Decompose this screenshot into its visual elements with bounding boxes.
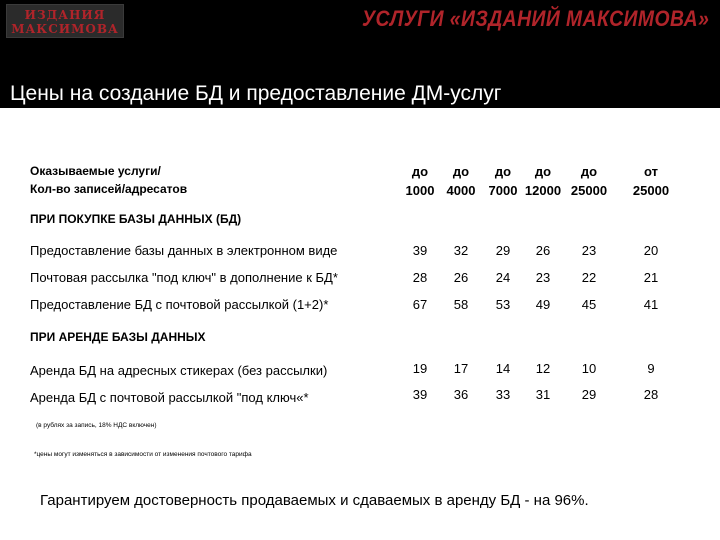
- range-value: 25000: [632, 183, 670, 198]
- price-cell: 17: [453, 361, 469, 376]
- price-cell: 19: [412, 361, 428, 376]
- price-cell: 36: [453, 387, 469, 402]
- range-value: 12000: [524, 183, 562, 198]
- range-value: 25000: [570, 183, 608, 198]
- section-title-rental: ПРИ АРЕНДЕ БАЗЫ ДАННЫХ: [30, 330, 206, 344]
- price-cell: 32: [453, 243, 469, 258]
- logo-line-1: ИЗДАНИЯ: [24, 8, 106, 22]
- page-title: Цены на создание БД и предоставление ДМ-услуг: [10, 82, 502, 105]
- publisher-logo: [6, 4, 124, 38]
- range-prefix: до: [411, 164, 429, 179]
- range-header: [554, 162, 624, 200]
- footnote-postal-tariff: *цены могут изменяться в зависимости от изменения почтового тарифа: [34, 451, 252, 458]
- price-cell: 67: [412, 297, 428, 312]
- section-title-purchase: ПРИ ПОКУПКЕ БАЗЫ ДАННЫХ (БД): [30, 212, 242, 226]
- price-cell: 24: [495, 270, 511, 285]
- row-label: Почтовая рассылка "под ключ" в дополнение к БД*: [30, 270, 338, 285]
- price-cell: 39: [412, 387, 428, 402]
- column-header-line-2: Кол-во записей/адресатов: [30, 182, 188, 196]
- price-cell: 9: [647, 361, 655, 376]
- column-header-services: [30, 162, 187, 198]
- range-value: 4000: [446, 183, 476, 198]
- price-cell: 26: [453, 270, 469, 285]
- row-label: Предоставление БД с почтовой рассылкой (1+2)*: [30, 297, 329, 312]
- price-cell: 31: [535, 387, 551, 402]
- header-bar: [0, 0, 720, 108]
- price-cell: 23: [535, 270, 551, 285]
- price-cell: 23: [581, 243, 597, 258]
- services-banner: УСЛУГИ «ИЗДАНИЙ МАКСИМОВА»: [362, 6, 710, 31]
- range-value: 7000: [488, 183, 518, 198]
- price-cell: 26: [535, 243, 551, 258]
- price-cell: 28: [412, 270, 428, 285]
- price-cell: 45: [581, 297, 597, 312]
- price-cell: 58: [453, 297, 469, 312]
- price-cell: 39: [412, 243, 428, 258]
- range-value: 1000: [405, 183, 435, 198]
- column-header-line-1: Оказываемые услуги/: [30, 164, 161, 178]
- logo-line-2: МАКСИМОВА: [11, 22, 119, 36]
- range-header: [616, 162, 686, 200]
- price-cell: 29: [495, 243, 511, 258]
- price-cell: 21: [643, 270, 659, 285]
- price-cell: 12: [535, 361, 551, 376]
- row-label: Аренда БД с почтовой рассылкой "под ключ«*: [30, 390, 309, 405]
- row-label: Аренда БД на адресных стикерах (без рассылки): [30, 363, 328, 378]
- range-prefix: от: [644, 164, 658, 179]
- price-cell: 53: [495, 297, 511, 312]
- range-prefix: до: [494, 164, 512, 179]
- price-cell: 20: [643, 243, 659, 258]
- price-cell: 33: [495, 387, 511, 402]
- price-cell: 49: [535, 297, 551, 312]
- price-cell: 28: [643, 387, 659, 402]
- range-prefix: до: [452, 164, 470, 179]
- price-cell: 41: [643, 297, 659, 312]
- price-cell: 22: [581, 270, 597, 285]
- row-label: Предоставление базы данных в электронном виде: [30, 243, 338, 258]
- range-prefix: до: [534, 164, 552, 179]
- guarantee-statement: Гарантируем достоверность продаваемых и сдаваемых в аренду БД - на 96%.: [40, 492, 589, 509]
- price-cell: 14: [495, 361, 511, 376]
- range-prefix: до: [580, 164, 598, 179]
- footnote-vat: (в рублях за запись, 18% НДС включен): [36, 422, 157, 429]
- price-cell: 29: [581, 387, 597, 402]
- price-cell: 10: [581, 361, 597, 376]
